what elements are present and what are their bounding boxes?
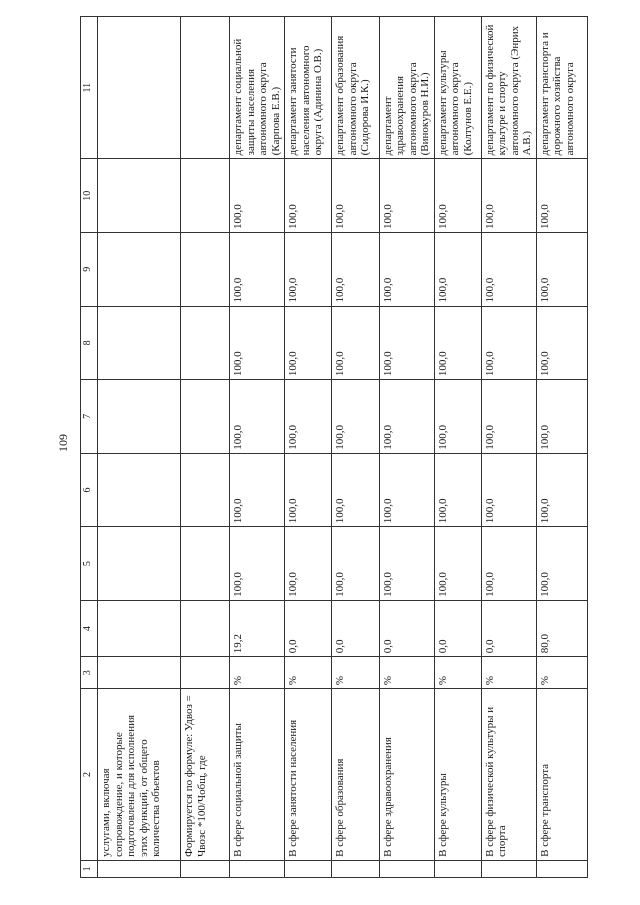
- table-row: [379, 17, 434, 878]
- cell-col10: 100,0: [332, 159, 379, 233]
- cell-col7: 100,0: [285, 380, 332, 454]
- row-unit: %: [379, 657, 434, 689]
- row-name: В сфере занятости населения: [285, 689, 332, 861]
- cell-col9: 100,0: [285, 232, 332, 306]
- cell-col6: 100,0: [481, 453, 536, 527]
- cell-col8: 100,0: [536, 306, 587, 380]
- row-responsible: департамент образования автономного округа (Сидорова И.К.): [332, 17, 379, 159]
- cell-col8: 100,0: [481, 306, 536, 380]
- cell-col8: 100,0: [230, 306, 285, 380]
- row-name: В сфере физической культуры и спорта: [481, 689, 536, 861]
- formula-text: Формируется по формуле: Удвоз = Чвозс *100/Чобщ, где: [181, 689, 230, 861]
- cell-col7: 100,0: [536, 380, 587, 454]
- header-cell: 4: [81, 600, 98, 656]
- header-cell: 2: [81, 689, 98, 861]
- header-cell: 3: [81, 657, 98, 689]
- cell-col8: 100,0: [332, 306, 379, 380]
- row-responsible: департамент по физической культуре и спорту автономного округа (Энрих А.В.): [481, 17, 536, 159]
- header-cell: 1: [81, 860, 98, 877]
- table-row: [230, 17, 285, 878]
- row-unit: %: [536, 657, 587, 689]
- table-row: [285, 17, 332, 878]
- cell-col10: 100,0: [230, 159, 285, 233]
- row-responsible: департамент здравоохранения автономного округа (Винокуров Н.И.): [379, 17, 434, 159]
- cell-col5: 100,0: [536, 527, 587, 601]
- cell-col8: 100,0: [434, 306, 481, 380]
- row-responsible: департамент занятости населения автономного округа (Адинина О.В.): [285, 17, 332, 159]
- cell-col5: 100,0: [481, 527, 536, 601]
- cell-col4: 0,0: [481, 600, 536, 656]
- cell-col5: 100,0: [230, 527, 285, 601]
- header-cell: 11: [81, 17, 98, 159]
- header-cell: 10: [81, 159, 98, 233]
- indicators-table: [80, 16, 588, 878]
- cell-col9: 100,0: [481, 232, 536, 306]
- row-name: В сфере социальной защиты: [230, 689, 285, 861]
- cell-col7: 100,0: [481, 380, 536, 454]
- header-cell: 5: [81, 527, 98, 601]
- cell-col5: 100,0: [379, 527, 434, 601]
- row-responsible: департамент социальной защиты населения автономного округа (Карпова Е.В.): [230, 17, 285, 159]
- cell-col9: 100,0: [332, 232, 379, 306]
- cell-col8: 100,0: [379, 306, 434, 380]
- page-number: 109: [56, 434, 70, 452]
- table-row: [434, 17, 481, 878]
- header-cell: 7: [81, 380, 98, 454]
- cell-col8: 100,0: [285, 306, 332, 380]
- cell-col10: 100,0: [434, 159, 481, 233]
- cell-col4: 80,0: [536, 600, 587, 656]
- cell-col5: 100,0: [285, 527, 332, 601]
- cell-col10: 100,0: [536, 159, 587, 233]
- cell-col10: 100,0: [481, 159, 536, 233]
- cell-col4: 0,0: [434, 600, 481, 656]
- header-cell: 8: [81, 306, 98, 380]
- cell-col9: 100,0: [230, 232, 285, 306]
- cell-col4: 0,0: [332, 600, 379, 656]
- cell-col4: 0,0: [285, 600, 332, 656]
- cell-col6: 100,0: [379, 453, 434, 527]
- cell-col9: 100,0: [434, 232, 481, 306]
- row-name: В сфере транспорта: [536, 689, 587, 861]
- cell-col6: 100,0: [230, 453, 285, 527]
- header-cell: 9: [81, 232, 98, 306]
- row-unit: %: [285, 657, 332, 689]
- table-row: [536, 17, 587, 878]
- row-name: В сфере культуры: [434, 689, 481, 861]
- cell-col5: 100,0: [332, 527, 379, 601]
- intro-text: услугами, включая сопровождение, и которые подготовлены для исполнения этих функций, от общего количества объектов: [98, 689, 181, 861]
- row-name: В сфере образования: [332, 689, 379, 861]
- row-responsible: департамент культуры автономного округа (Колтунов Е.Е.): [434, 17, 481, 159]
- cell-col6: 100,0: [285, 453, 332, 527]
- rotated-page: [80, 16, 588, 878]
- cell-col9: 100,0: [536, 232, 587, 306]
- cell-col6: 100,0: [536, 453, 587, 527]
- row-name: В сфере здравоохранения: [379, 689, 434, 861]
- row-responsible: департамент транспорта и дорожного хозяйства автономного округа: [536, 17, 587, 159]
- row-unit: %: [481, 657, 536, 689]
- cell-col6: 100,0: [434, 453, 481, 527]
- cell-col7: 100,0: [332, 380, 379, 454]
- row-unit: %: [332, 657, 379, 689]
- cell-col4: 19,2: [230, 600, 285, 656]
- cell-col7: 100,0: [230, 380, 285, 454]
- cell-col6: 100,0: [332, 453, 379, 527]
- cell-col10: 100,0: [285, 159, 332, 233]
- header-row: [81, 17, 98, 878]
- table-row: [181, 17, 230, 878]
- cell-col5: 100,0: [434, 527, 481, 601]
- table-row: [332, 17, 379, 878]
- cell-col7: 100,0: [434, 380, 481, 454]
- cell-col7: 100,0: [379, 380, 434, 454]
- table-row: [481, 17, 536, 878]
- header-cell: 6: [81, 453, 98, 527]
- row-unit: %: [230, 657, 285, 689]
- cell-col10: 100,0: [379, 159, 434, 233]
- cell-col4: 0,0: [379, 600, 434, 656]
- cell-col9: 100,0: [379, 232, 434, 306]
- table-row: [98, 17, 181, 878]
- row-unit: %: [434, 657, 481, 689]
